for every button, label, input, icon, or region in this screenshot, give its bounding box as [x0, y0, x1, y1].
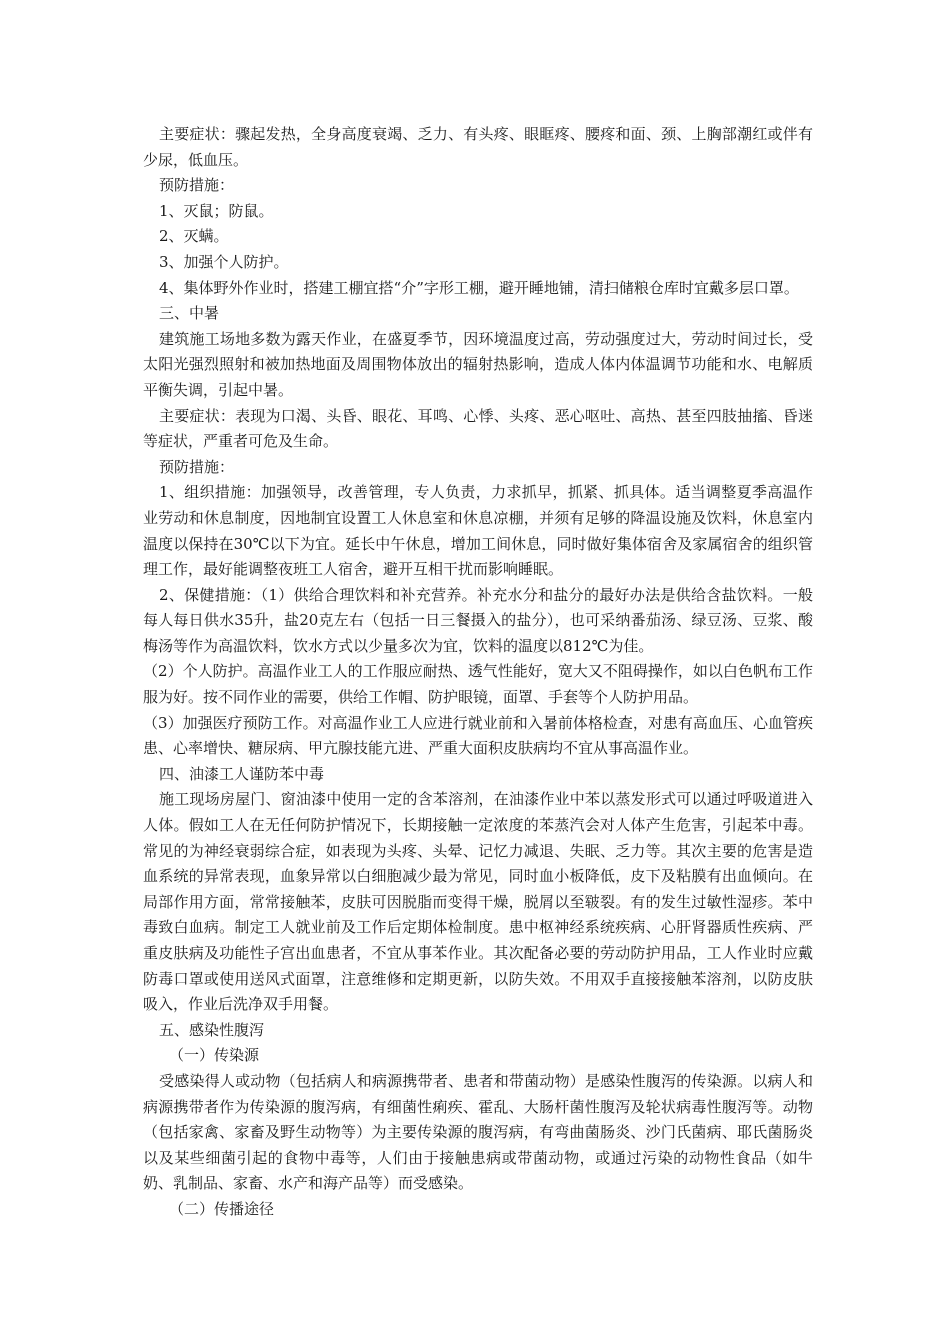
list-item-mite-control: 2、灭螨。	[159, 227, 229, 246]
list-item-personal-protection: 3、加强个人防护。	[159, 252, 289, 271]
list-item-rodent-control: 1、灭鼠；防鼠。	[159, 201, 274, 220]
list-item-field-work: 4、集体野外作业时，搭建工棚宜搭“介”字形工棚，避开睡地铺，清扫储粮仓库时宜戴多层口罩。	[159, 278, 799, 297]
subheading-infection-source: （一）传染源	[169, 1046, 260, 1065]
paragraph-prevention-heading-2: 预防措施：	[159, 457, 235, 476]
paragraph-prevention-heading-1: 预防措施：	[159, 176, 235, 195]
document-body	[143, 122, 813, 1223]
paragraph-benzene-body: 施工现场房屋门、窗油漆中使用一定的含苯溶剂，在油漆作业中苯以蒸发形式可以通过呼吸道进入人体。假如工人在无任何防护情况下，长期接触一定浓度的苯蒸汽会对人体产生危害，引起苯中毒。常见的为神经衰弱综合症，如表现为头疼、头晕、记忆力减退、失眠、乏力等。其次主要的危害是造血系统的异常表现，血象异常以白细胞减少最为常见，同时血小板降低，皮下及粘膜有出血倾向。在局部作用方面，常常接触苯，皮肤可因脱脂而变得干燥，脱屑以至皲裂。有的发生过敏性湿疹。苯中毒致白血病。制定工人就业前及工作后定期体检制度。患中枢神经系统疾病、心肝肾器质性疾病、严重皮肤病及功能性子宫出血患者，不宜从事苯作业。其次配备必要的劳动防护用品，工人作业时应戴防毒口罩或使用送风式面罩，注意维修和定期更新，以防失效。不用双手直接接触苯溶剂，以防皮肤吸入，作业后洗净双手用餐。	[143, 790, 813, 1014]
paragraph-infection-source: 受感染得人或动物（包括病人和病源携带者、患者和带菌动物）是感染性腹泻的传染源。以病人和病源携带者作为传染源的腹泻病，有细菌性痢疾、霍乱、大肠杆菌性腹泻及轮状病毒性腹泻等。动物（包括家禽、家畜及野生动物等）为主要传染源的腹泻病，有弯曲菌肠炎、沙门氏菌病、耶氏菌肠炎以及某些细菌引起的食物中毒等，人们由于接触患病或带菌动物，或通过污染的动物性食品（如牛奶、乳制品、家畜、水产和海产品等）而受感染。	[143, 1071, 813, 1193]
subheading-transmission-route: （二）传播途径	[169, 1199, 275, 1218]
paragraph-symptoms-1: 主要症状：骤起发热，全身高度衰竭、乏力、有头疼、眼眶疼、腰疼和面、颈、上胸部潮红或伴有少尿，低血压。	[143, 125, 813, 169]
paragraph-symptoms-2: 主要症状：表现为口渴、头昏、眼花、耳鸣、心悸、头疼、恶心呕吐、高热、甚至四肢抽搐、昏迷等症状，严重者可危及生命。	[143, 406, 813, 451]
paragraph-medical-prevention: （3）加强医疗预防工作。对高温作业工人应进行就业前和入暑前体格检查，对患有高血压、心血管疾患、心率增快、糖尿病、甲亢腺技能亢进、严重大面积皮肤病均不宜从事高温作业。	[143, 713, 813, 758]
section-heading-diarrhea: 五、感染性腹泻	[159, 1020, 265, 1039]
section-heading-benzene: 四、油漆工人谨防苯中毒	[159, 764, 325, 783]
list-item-health-measures: 2、保健措施：（1）供给合理饮料和补充营养。补充水分和盐分的最好办法是供给含盐饮料。一般每人每日供水35升，盐20克左右（包括一日三餐摄入的盐分），也可采纳番茄汤、绿豆汤、豆浆、酸梅汤等作为高温饮料，饮水方式以少量多次为宜，饮料的温度以812℃为佳。	[143, 585, 813, 655]
section-heading-heatstroke: 三、中暑	[159, 304, 220, 323]
list-item-organizational-measures: 1、组织措施：加强领导，改善管理，专人负责，力求抓早，抓紧、抓具体。适当调整夏季高温作业劳动和休息制度，因地制宜设置工人休息室和休息凉棚，并须有足够的降温设施及饮料，休息室内温度以保持在30℃以下为宜。延长中午休息，增加工间休息，同时做好集体宿舍及家属宿舍的组织管理工作，最好能调整夜班工人宿舍，避开互相干扰而影响睡眠。	[143, 483, 813, 579]
paragraph-personal-protection: （2）个人防护。高温作业工人的工作服应耐热、透气性能好，宽大又不阻碍操作，如以白色帆布工作服为好。按不同作业的需要，供给工作帽、防护眼镜，面罩、手套等个人防护用品。	[143, 662, 813, 707]
paragraph-heatstroke-intro: 建筑施工场地多数为露天作业，在盛夏季节，因环境温度过高，劳动强度过大，劳动时间过长，受太阳光强烈照射和被加热地面及周围物体放出的辐射热影响，造成人体内体温调节功能和水、电解质平衡失调，引起中暑。	[143, 329, 813, 399]
